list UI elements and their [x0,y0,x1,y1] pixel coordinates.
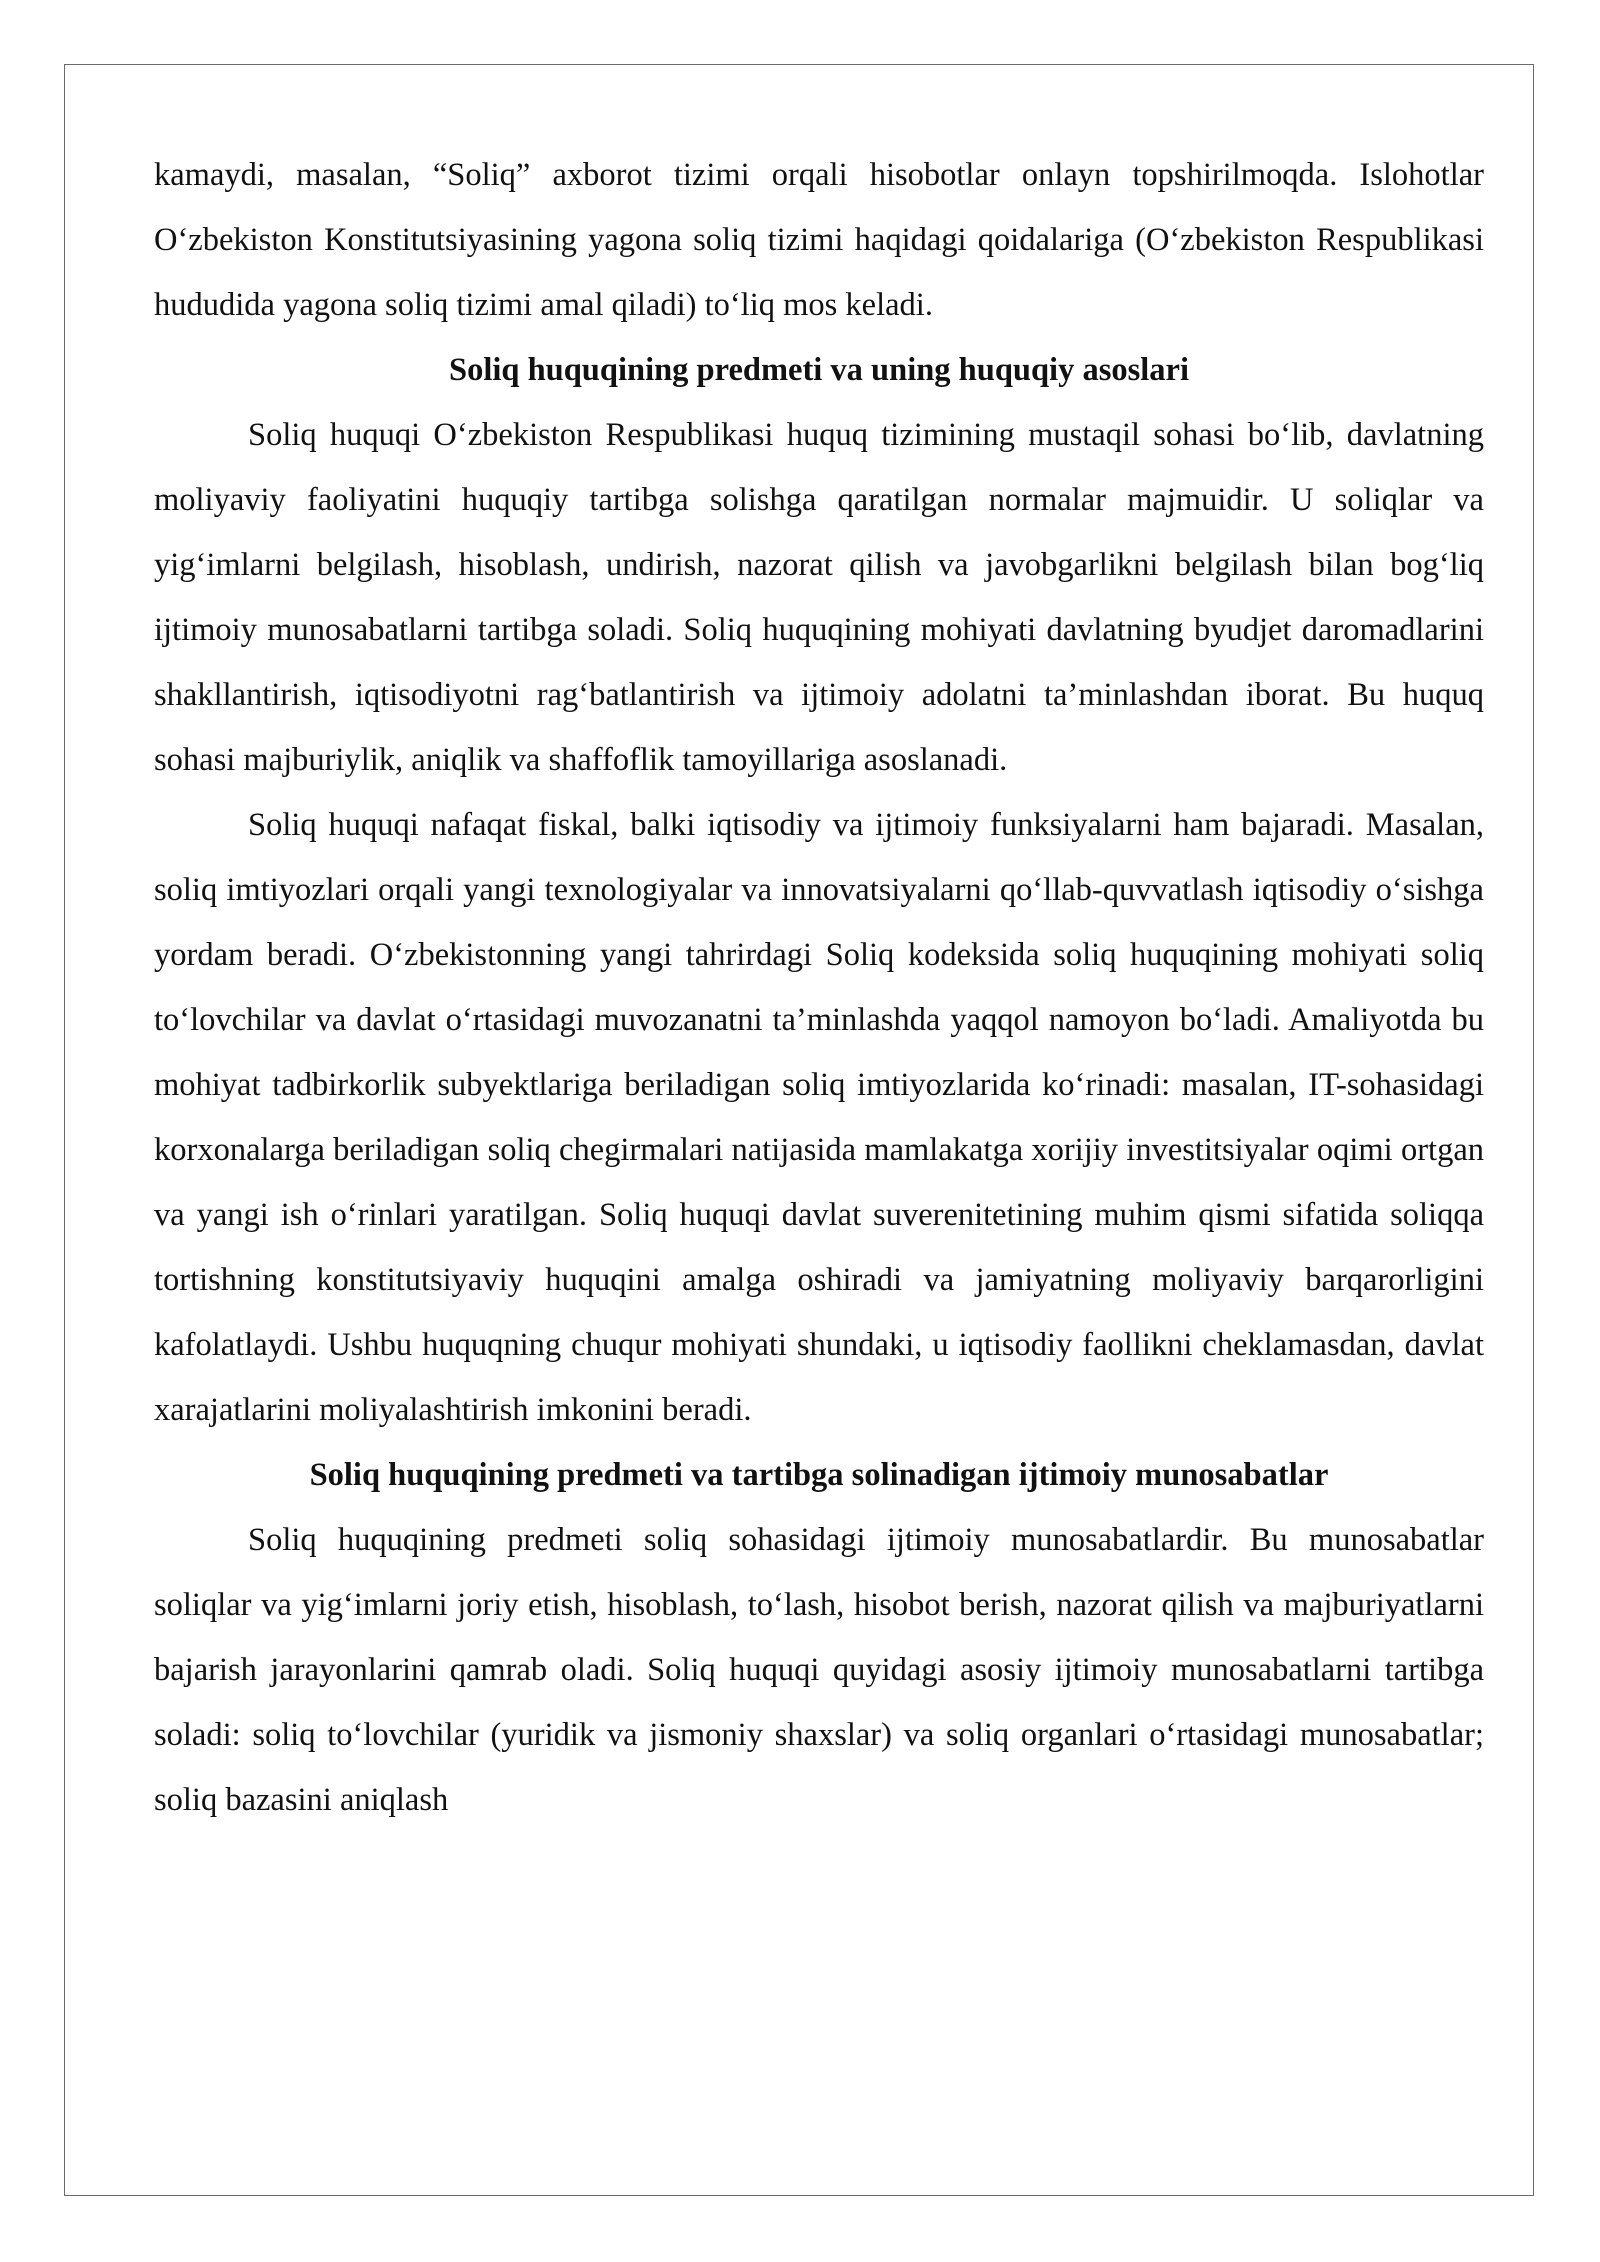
paragraph-subject: Soliq huquqining predmeti soliq sohasidagi ijtimoiy munosabatlardir. Bu munosabatlar soliqlar va yig‘imlarni joriy etish, hisoblash, to‘lash, hisobot berish, nazorat qilish va majburiyatlarni bajarish jarayonlarini qamrab oladi. Soliq huquqi quyidagi asosiy ijtimoiy munosabatlarni tartibga soladi: soliq to‘lovchilar (yuridik va jismoniy shaxslar) va soliq organlari o‘rtasidagi munosabatlar; soliq bazasini aniqlash [154,1522,1484,1818]
paragraph-definition: Soliq huquqi O‘zbekiston Respublikasi huquq tizimining mustaqil sohasi bo‘lib, davlatning moliyaviy faoliyatini huquqiy tartibga solishga qaratilgan normalar majmuidir. U soliqlar va yig‘imlarni belgilash, hisoblash, undirish, nazorat qilish va javobgarlikni belgilash bilan bog‘liq ijtimoiy munosabatlarni tartibga soladi. Soliq huquqining mohiyati davlatning byudjet daromadlarini shakllantirish, iqtisodiyotni rag‘batlantirish va ijtimoiy adolatni ta’minlashdan iborat. Bu huquq sohasi majburiylik, aniqlik va shaffoflik tamoyillariga asoslanadi. [154,417,1484,778]
paragraph-functions: Soliq huquqi nafaqat fiskal, balki iqtisodiy va ijtimoiy funksiyalarni ham bajaradi. Masalan, soliq imtiyozlari orqali yangi texnologiyalar va innovatsiyalarni qo‘llab-quvvatlash iqtisodiy o‘sishga yordam beradi. O‘zbekistonning yangi tahrirdagi Soliq kodeksida soliq huquqining mohiyati soliq to‘lovchilar va davlat o‘rtasidagi muvozanatni ta’minlashda yaqqol namoyon bo‘ladi. Amaliyotda bu mohiyat tadbirkorlik subyektlariga beriladigan soliq imtiyozlarida ko‘rinadi: masalan, IT-sohasidagi korxonalarga beriladigan soliq chegirmalari natijasida mamlakatga xorijiy investitsiyalar oqimi ortgan va yangi ish o‘rinlari yaratilgan. Soliq huquqi davlat suverenitetining muhim qismi sifatida soliqqa tortishning konstitutsiyaviy huquqini amalga oshiradi va jamiyatning moliyaviy barqarorligini kafolatlaydi. Ushbu huquqning chuqur mohiyati shundaki, u iqtisodiy faollikni cheklamasdan, davlat xarajatlarini moliyalashtirish imkonini beradi. [154,807,1484,1428]
section-heading-legal-basis: Soliq huquqining predmeti va uning huquqiy asoslari [449,352,1189,388]
paragraph-continuation: kamaydi, masalan, “Soliq” axborot tizimi orqali hisobotlar onlayn topshirilmoqda. Islohotlar O‘zbekiston Konstitutsiyasining yagona soliq tizimi haqidagi qoidalariga (O‘zbekiston Respublikasi hududida yagona soliq tizimi amal qiladi) to‘liq mos keladi. [154,157,1484,323]
section-heading-social-relations: Soliq huquqining predmeti va tartibga solinadigan ijtimoiy munosabatlar [309,1457,1329,1493]
document-body [154,143,1484,1833]
